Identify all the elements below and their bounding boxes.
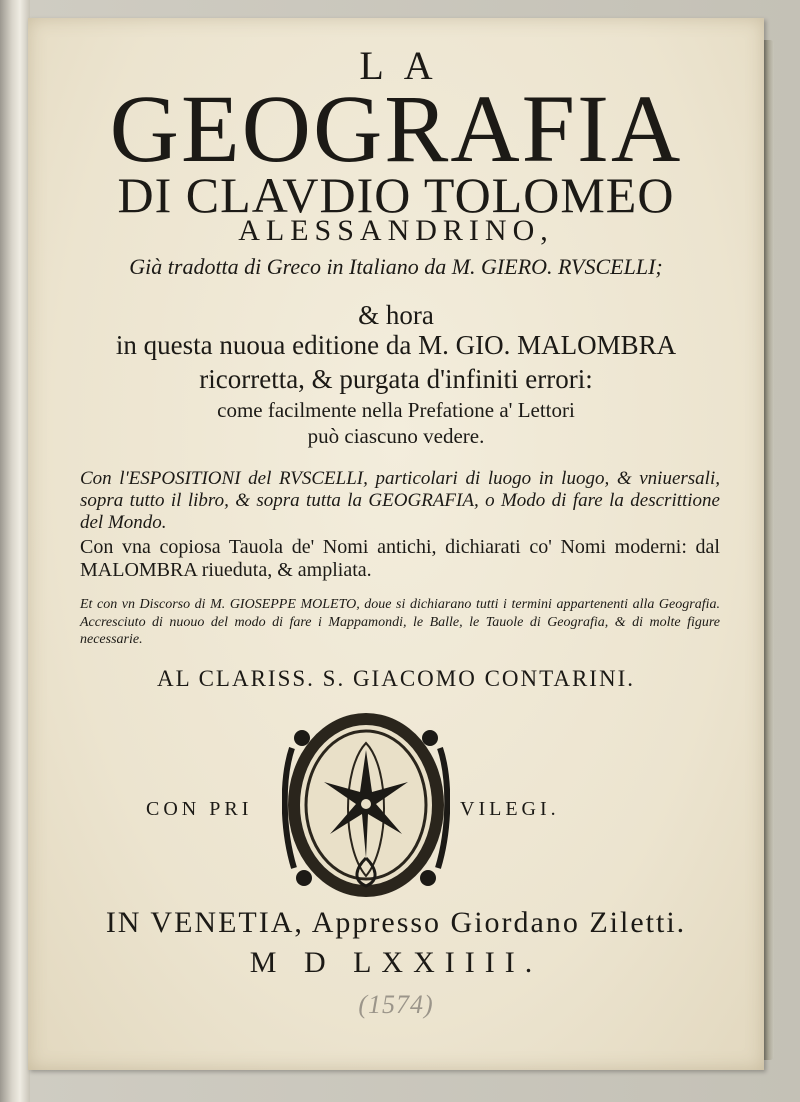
title-la: LA <box>359 43 453 88</box>
privilege-left: CON PRI <box>146 798 253 820</box>
book-spine <box>0 0 30 1102</box>
hora-line: & hora <box>358 300 434 330</box>
imprint-date: M D LXXIIII. <box>249 946 543 979</box>
pencil-annotation: (1574) <box>358 990 434 1019</box>
tauola-paragraph: Con vna copiosa Tauola de' Nomi antichi, dichiarati co' Nomi moderni: dal MALOMBRA riueduta, & ampliata. <box>80 536 720 581</box>
title-page <box>28 18 764 1070</box>
editor-line: in questa nuoua editione da M. GIO. MALOMBRA <box>115 330 677 360</box>
preface-line: come facilmente nella Prefatione a' Lettori <box>217 398 575 422</box>
privilege-right: VILEGI. <box>460 798 560 820</box>
author-line: DI CLAVDIO TOLOMEO <box>117 167 675 223</box>
imprint-line: IN VENETIA, Appresso Giordano Ziletti. <box>105 906 687 939</box>
preface-line-2: può ciascuno vedere. <box>307 424 485 448</box>
espositioni-paragraph: Con l'ESPOSITIONI del RVSCELLI, particolari di luogo in luogo, & vniuersali, sopra tutto il libro, & sopra tutta la GEOGRAFIA, o Modo di fare la descrittione del Mondo. <box>80 468 720 533</box>
author-origin: ALESSANDRINO, <box>238 214 554 247</box>
translator-line <box>28 254 764 280</box>
dedication-line: AL CLARISS. S. GIACOMO CONTARINI. <box>157 666 635 691</box>
printer-device-star-emblem <box>282 708 450 902</box>
translator-text: Già tradotta di Greco in Italiano da M. GIERO. RVSCELLI; <box>129 254 663 279</box>
corrected-line: ricorretta, & purgata d'infiniti errori: <box>199 364 593 394</box>
discorso-paragraph: Et con vn Discorso di M. GIOSEPPE MOLETO, doue si dichiarano tutti i termini appartenenti alla Geografia. Accresciuto di nuouo del modo di fare i Mappamondi, le Balle, le Tauole di Geografia, & di molte figure necessarie. <box>80 597 720 647</box>
title-geografia: GEOGRAFIA <box>109 75 683 182</box>
